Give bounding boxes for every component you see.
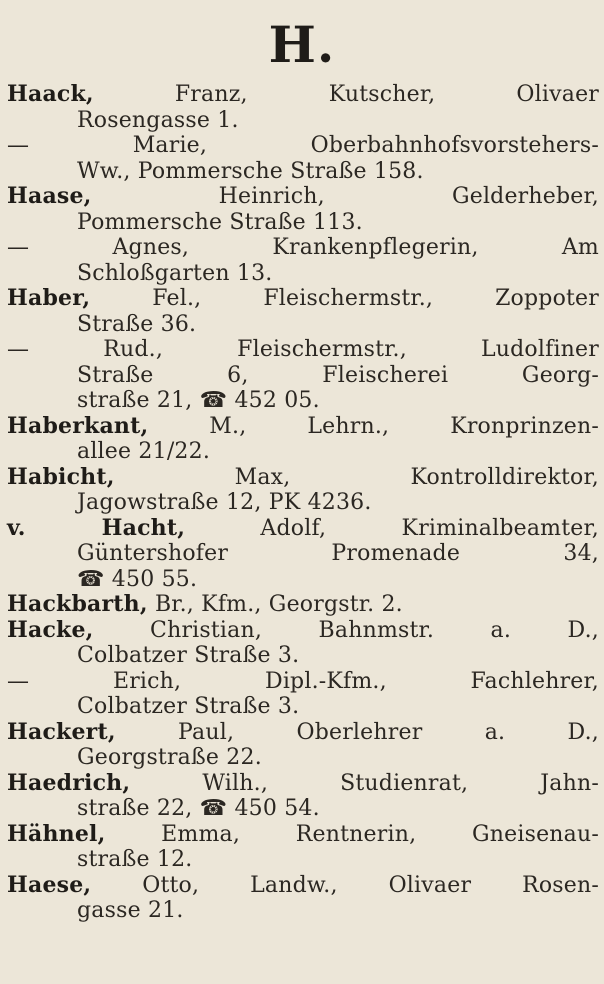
entry-surname: Hackbarth,: [7, 591, 148, 617]
entry-text: Colbatzer Straße 3.: [77, 643, 300, 668]
entry-surname: v. Hacht,: [7, 514, 186, 541]
entry-surname: Hähnel,: [7, 820, 106, 847]
directory-entry: [7, 337, 599, 414]
entry-text: — Rud., Fleischermstr., Ludolfiner: [7, 337, 599, 362]
entry-first-line: [7, 337, 599, 363]
entry-text: Georgstraße 22.: [77, 745, 262, 770]
entry-first-line: [7, 82, 599, 108]
section-letter: H.: [268, 15, 336, 74]
entry-text: Pommersche Straße 113.: [77, 209, 363, 235]
entry-continuation-line: [7, 694, 599, 720]
entry-continuation-line: [7, 847, 599, 873]
entry-continuation-line: [7, 312, 599, 338]
entry-first-line: [7, 184, 599, 210]
entry-text: Paul, Oberlehrer a. D.,: [178, 719, 599, 745]
entry-text: Fel., Fleischermstr., Zoppoter: [152, 286, 599, 311]
entry-text: gasse 21.: [77, 898, 184, 923]
entry-text: straße 21, ☎ 452 05.: [77, 388, 320, 413]
entry-continuation-line: [7, 108, 599, 134]
entry-text: Otto, Landw., Olivaer Rosen-: [142, 872, 599, 898]
entry-text: — Marie, Oberbahnhofsvorstehers-: [7, 133, 599, 158]
entry-text: Wilh., Studienrat, Jahn-: [202, 770, 599, 796]
entry-continuation-line: [7, 490, 599, 516]
directory-entry: [7, 184, 599, 235]
directory-entry: [7, 235, 599, 286]
entry-first-line: [7, 133, 599, 159]
entry-text: Jagowstraße 12, PK 4236.: [77, 490, 372, 515]
entry-text: — Agnes, Krankenpflegerin, Am: [7, 235, 599, 260]
entry-text: M., Lehrn., Kronprinzen-: [209, 413, 599, 439]
directory-entry: [7, 720, 599, 771]
directory-entry: [7, 516, 599, 593]
entry-surname: Habicht,: [7, 463, 115, 490]
entry-continuation-line: [7, 745, 599, 771]
entry-text: Adolf, Kriminalbeamter,: [260, 515, 599, 541]
entry-surname: Haber,: [7, 285, 91, 311]
entry-text: Br., Kfm., Georgstr. 2.: [154, 592, 403, 617]
entry-continuation-line: [7, 898, 599, 924]
entry-first-line: [7, 235, 599, 261]
entry-continuation-line: [7, 796, 599, 822]
entry-text: Franz, Kutscher, Olivaer: [174, 82, 600, 107]
entry-first-line: [7, 771, 599, 797]
entry-text: Christian, Bahnmstr. a. D.,: [150, 617, 599, 643]
entry-surname: Hackert,: [7, 718, 116, 745]
directory-entry: [7, 873, 599, 924]
entry-first-line: [7, 516, 599, 542]
entry-text: Colbatzer Straße 3.: [77, 694, 300, 719]
entry-first-line: [7, 822, 599, 848]
entry-first-line: [7, 592, 599, 618]
entry-first-line: [7, 286, 599, 312]
entry-text: ☎ 450 55.: [77, 566, 198, 592]
entry-text: Rosengasse 1.: [77, 107, 239, 133]
entry-list: [7, 82, 599, 924]
entry-first-line: [7, 669, 599, 695]
directory-entry: [7, 286, 599, 337]
entry-surname: Hacke,: [7, 616, 94, 643]
directory-entry: [7, 82, 599, 133]
entry-first-line: [7, 414, 599, 440]
entry-first-line: [7, 720, 599, 746]
entry-continuation-line: [7, 159, 599, 185]
entry-text: Emma, Rentnerin, Gneisenau-: [161, 821, 599, 847]
directory-entry: [7, 592, 599, 618]
entry-text: Ww., Pommersche Straße 158.: [77, 158, 424, 184]
entry-first-line: [7, 618, 599, 644]
entry-continuation-line: [7, 541, 599, 567]
entry-continuation-line: [7, 261, 599, 287]
directory-entry: [7, 618, 599, 669]
entry-text: Straße 6, Fleischerei Georg-: [77, 362, 599, 388]
directory-entry: [7, 414, 599, 465]
entry-text: — Erich, Dipl.-Kfm., Fachlehrer,: [7, 668, 599, 694]
entry-continuation-line: [7, 210, 599, 236]
entry-surname: Haberkant,: [7, 412, 149, 439]
entry-surname: Haese,: [7, 871, 92, 898]
directory-entry: [7, 465, 599, 516]
entry-text: straße 12.: [77, 847, 193, 872]
entry-continuation-line: [7, 567, 599, 593]
entry-continuation-line: [7, 388, 599, 414]
entry-text: Heinrich, Gelderheber,: [218, 184, 599, 209]
entry-first-line: [7, 873, 599, 899]
directory-entry: [7, 133, 599, 184]
entry-text: Güntershofer Promenade 34,: [77, 541, 599, 566]
entry-text: Max, Kontrolldirektor,: [234, 464, 599, 490]
entry-first-line: [7, 465, 599, 491]
directory-entry: [7, 822, 599, 873]
entry-continuation-line: [7, 643, 599, 669]
entry-continuation-line: [7, 439, 599, 465]
entry-text: straße 22, ☎ 450 54.: [77, 796, 320, 821]
entry-text: allee 21/22.: [77, 439, 211, 464]
entry-text: Straße 36.: [77, 311, 197, 337]
entry-surname: Haack,: [7, 81, 94, 107]
directory-entry: [7, 669, 599, 720]
entry-surname: Haase,: [7, 183, 92, 209]
entry-continuation-line: [7, 363, 599, 389]
directory-entry: [7, 771, 599, 822]
entry-surname: Haedrich,: [7, 769, 131, 796]
entry-text: Schloßgarten 13.: [77, 260, 273, 286]
